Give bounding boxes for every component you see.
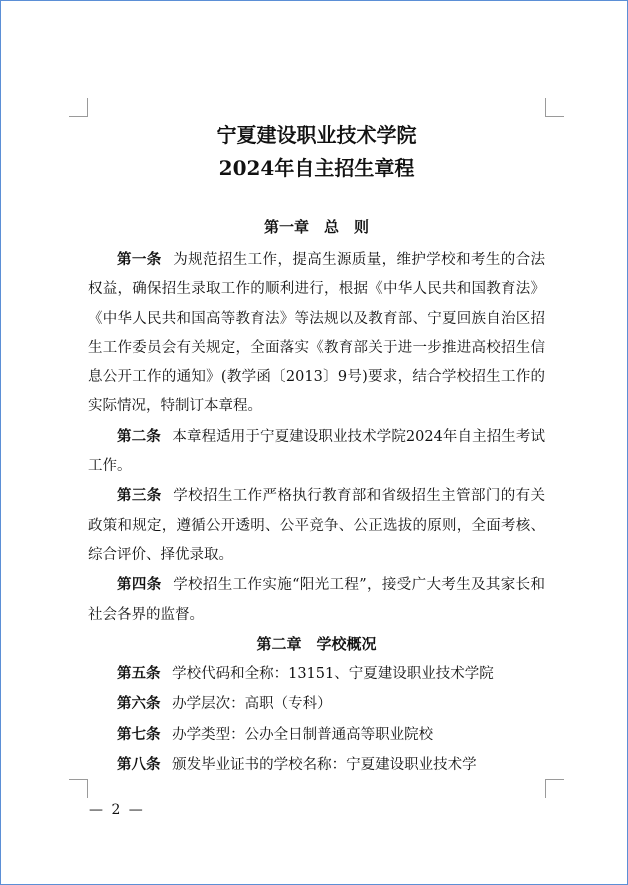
article-text: 学校招生工作严格执行教育部和省级招生主管部门的有关政策和规定，遵循公开透明、公平竞争、公正选拔的原则，全面考核、综合评价、择优录取。 bbox=[88, 488, 545, 563]
article-paragraph bbox=[88, 570, 545, 630]
article-text: 办学层次：高职（专科） bbox=[172, 696, 332, 713]
article-label: 第七条 bbox=[117, 725, 161, 743]
article-text: 办学类型：公办全日制普通高等职业院校 bbox=[172, 726, 434, 743]
crop-mark-top-left bbox=[69, 98, 88, 117]
article-text: 学校招生工作实施“阳光工程”，接受广大考生及其家长和社会各界的监督。 bbox=[88, 577, 546, 623]
document-title: 宁夏建设职业技术学院 bbox=[216, 123, 417, 147]
document-body bbox=[88, 245, 545, 780]
crop-mark-bottom-right bbox=[545, 779, 564, 798]
article-paragraph bbox=[88, 659, 545, 689]
crop-mark-top-right bbox=[545, 98, 564, 117]
chapter-heading-2: 第二章 学校概况 bbox=[256, 634, 377, 653]
article-label: 第五条 bbox=[117, 665, 161, 683]
article-paragraph bbox=[88, 481, 545, 570]
crop-mark-bottom-left bbox=[69, 779, 88, 798]
article-text: 颁发毕业证书的学校名称：宁夏建设职业技术学 bbox=[172, 757, 477, 774]
document-subtitle: 2024年自主招生章程 bbox=[218, 156, 415, 180]
article-text: 学校代码和全称：13151、宁夏建设职业技术学院 bbox=[172, 666, 494, 683]
article-paragraph bbox=[88, 720, 545, 750]
article-paragraph bbox=[88, 422, 545, 482]
article-paragraph bbox=[88, 245, 545, 422]
article-label: 第三条 bbox=[117, 487, 162, 505]
article-label: 第一条 bbox=[117, 251, 162, 268]
article-paragraph bbox=[88, 689, 545, 719]
article-label: 第六条 bbox=[117, 695, 161, 713]
article-label: 第八条 bbox=[117, 756, 161, 774]
chapter-heading-1: 第一章 总 则 bbox=[263, 218, 369, 236]
article-label: 第四条 bbox=[117, 576, 162, 594]
article-text: 本章程适用于宁夏建设职业技术学院2024年自主招生考试工作。 bbox=[88, 428, 546, 475]
article-text: 为规范招生工作，提高生源质量，维护学校和考生的合法权益，确保招生录取工作的顺利进行，根据《中华人民共和国教育法》《中华人民共和国高等教育法》等法规以及教育部、宁夏回族自治区招生工作委员会有关规定，全面落实《教育部关于进一步推进高校招生信息公开工作的通知》(教学函〔2013〕9号)要求，结合学校招生工作的实际情况，特制订本章程。 bbox=[88, 252, 545, 415]
article-paragraph bbox=[88, 750, 545, 780]
page-number: — 2 — bbox=[89, 802, 145, 818]
article-label: 第二条 bbox=[117, 427, 161, 445]
